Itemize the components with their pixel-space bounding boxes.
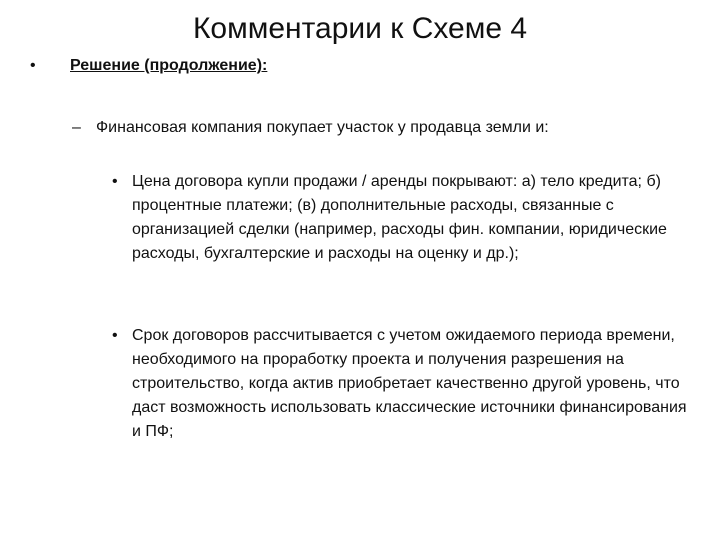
bullet-level3: •: [112, 327, 118, 344]
list-item-term: [112, 324, 692, 444]
section-heading-text: Решение (продолжение):: [70, 57, 268, 74]
list-item-price: [112, 170, 692, 266]
bullet-level3: •: [112, 173, 118, 190]
slide-title: Комментарии к Схеме 4: [192, 12, 528, 45]
list-item-text: Срок договоров рассчитывается с учетом ожидаемого периода времени, необходимого на проработку проекта и получения разрешения на строительство, когда актив приобретает качественно другой уровень, что даст возможность использовать классические источники финансирования и ПФ;: [132, 327, 687, 440]
dash-bullet: –: [72, 119, 81, 136]
bullet-level1: •: [30, 57, 36, 74]
sub-point-text: Финансовая компания покупает участок у продавца земли и:: [96, 119, 549, 136]
list-item-text: Цена договора купли продажи / аренды покрывают: а) тело кредита; б) процентные платежи; (в) дополнительные расходы, связанные с организацией сделки (например, расходы фин. компании, юридические расходы, бухгалтерские и расходы на оценку и др.);: [132, 173, 667, 262]
section-heading: [30, 55, 267, 77]
sub-point: [72, 117, 549, 139]
